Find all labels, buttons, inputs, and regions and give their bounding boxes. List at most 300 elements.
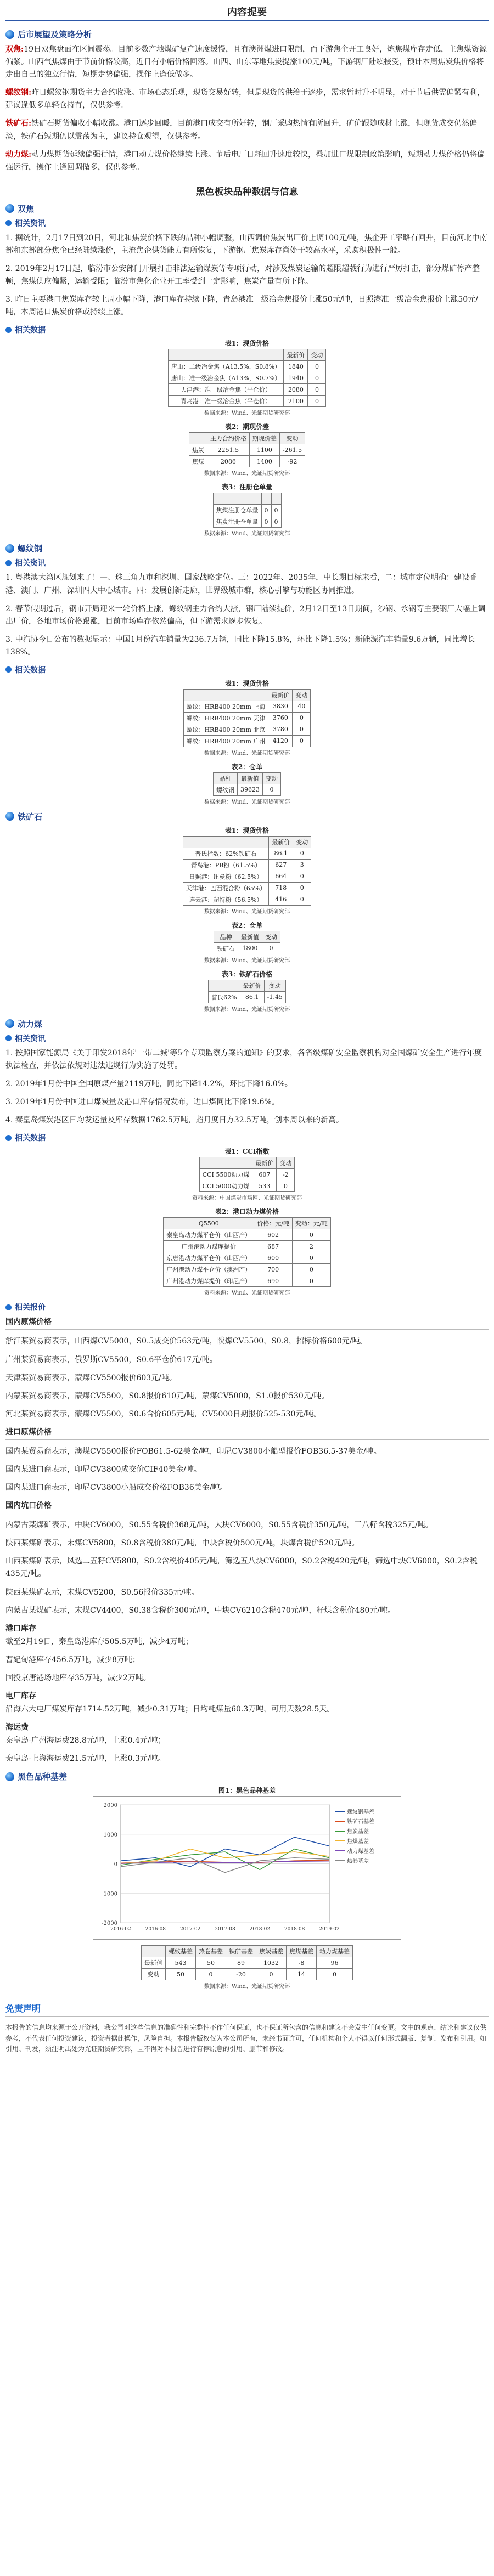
table-cell: 600 (254, 1252, 293, 1264)
table-cell: 0 (308, 361, 326, 372)
table-cell: 39623 (238, 784, 263, 795)
thermal-news-3: 3. 2019年1月份中国进口煤炭量及港口库存情况发布，进口煤同比下降19.6%。 (5, 1098, 279, 1107)
sub-title: 相关报价 (15, 1303, 46, 1313)
rebar-spot-table (183, 689, 311, 747)
table-cell: 0 (271, 505, 281, 516)
table-row (168, 396, 326, 407)
table-header-cell: 变动 (279, 433, 305, 444)
table-cell: 京唐港动力煤平仓价（山西产） (164, 1252, 254, 1264)
domestic-list (5, 1335, 489, 1420)
thermal-port-table (163, 1217, 330, 1287)
table-cell: 螺纹：HRB400 20mm 天津 (183, 712, 268, 724)
coke-news-head (5, 218, 489, 229)
table-cell: -2 (277, 1169, 295, 1180)
table-cell: 3760 (268, 712, 293, 724)
table-cell: 0 (261, 516, 271, 528)
table-row (214, 784, 281, 795)
rebar-table-1 (5, 679, 489, 756)
table-header-row (199, 1157, 295, 1169)
page-title: 内容提要 (227, 7, 267, 18)
table-header-cell (199, 1157, 252, 1169)
table-cell: 50 (196, 1957, 226, 1969)
iron-table-1 (5, 826, 489, 915)
table-header-row (214, 931, 280, 942)
table-source: 数据来源：Wind、光证期货研究部 (204, 799, 290, 805)
table-cell: 0 (293, 712, 311, 724)
y-tick-label: -2000 (102, 1920, 117, 1927)
origin-list (5, 1519, 489, 1617)
table-row (199, 1169, 295, 1180)
table-cell: 1800 (238, 942, 262, 954)
table-cell: 96 (317, 1957, 353, 1969)
y-tick-label: 2000 (103, 1803, 117, 1809)
table-title: 表2：期现价差 (224, 423, 270, 431)
table-cell: 0 (293, 871, 311, 882)
rebar-data-head (5, 664, 489, 675)
list-item: 截至2月19日，秦皇岛港库存505.5万吨，减少4万吨； (5, 1637, 193, 1646)
table-cell: 螺纹：HRB400 20mm 广州 (183, 735, 268, 747)
section-bullet-icon (5, 1772, 14, 1781)
table-title: 表2：仓单 (231, 921, 263, 929)
table-header-cell: 变动 (264, 980, 285, 991)
table-cell: 0 (308, 384, 326, 396)
thermal-title: 动力煤 (18, 1019, 43, 1029)
table-cell: 2 (293, 1241, 331, 1252)
thermal-news-2: 2. 2019年1月份中国全国原煤产量2119万吨，同比下降14.2%，环比下降16.0%。 (5, 1080, 293, 1089)
x-tick-label: 2017-08 (215, 1927, 235, 1933)
basis-chart-block (5, 1786, 489, 1942)
table-source: 资料来源：中国煤炭市场网、光证期货研究部 (192, 1195, 302, 1202)
origin-head: 国内坑口价格 (5, 1501, 52, 1511)
dot-icon (5, 1035, 12, 1041)
rebar-news-head (5, 557, 489, 568)
table-cell: -20 (226, 1969, 256, 1980)
legend-entry: 焦煤基差 (347, 1839, 369, 1845)
rebar-head (5, 543, 489, 554)
table-header-cell: 铁矿基差 (226, 1946, 256, 1957)
y-tick-label: -1000 (102, 1891, 117, 1897)
table-header-cell (183, 689, 268, 701)
table-header-cell: 价格：元/吨 (254, 1218, 293, 1229)
legend-entry: 铁矿石基差 (347, 1819, 374, 1826)
table-header-cell (209, 980, 240, 991)
table-cell: 天津港：巴西混合粉（65%） (183, 882, 268, 894)
section-backdrop-title: 后市展望及策略分析 (18, 30, 92, 39)
table-cell: 0 (277, 1180, 295, 1192)
list-item: 国内某进口商表示，印尼CV3800成交价CIF40美金/吨。 (5, 1465, 201, 1474)
table-cell: CCI 5000动力煤 (199, 1180, 252, 1192)
dot-icon (5, 666, 12, 673)
table-header-row (213, 493, 281, 505)
table-cell: 687 (254, 1241, 293, 1252)
iron-spot-table (183, 836, 311, 906)
summary-key: 螺纹钢: (5, 88, 32, 98)
iron-table-2 (5, 920, 489, 964)
table-cell: 0 (293, 894, 311, 905)
table-row (164, 1229, 330, 1241)
table-row (168, 361, 326, 372)
table-cell: 4120 (268, 735, 293, 747)
import-head: 进口原煤价格 (5, 1427, 52, 1437)
x-tick-label: 2018-08 (284, 1927, 305, 1933)
table-source: 数据来源：Wind、光证期货研究部 (204, 1006, 290, 1013)
section-backdrop-head (5, 29, 489, 40)
table-cell: 602 (254, 1229, 293, 1241)
list-item: 秦皇岛-广州海运费28.8元/吨，上涨0.4元/吨； (5, 1736, 166, 1745)
table-header-cell: 焦煤基差 (287, 1946, 317, 1957)
table-cell: 0 (293, 724, 311, 735)
table-cell: 焦炭注册仓单量 (213, 516, 261, 528)
table-header-cell: 最新值 (238, 772, 263, 784)
table-row (183, 848, 311, 859)
disclaimer-text: 本报告的信息均来源于公开资料，我公司对这些信息的准确性和完整性不作任何保证，也不保证所包含的信息和建议不会发生任何变更。文中的观点、结论和建议仅供参考，不代表任何投资建议，投资者据此操作，风险自担。本报告版权仅为本公司所有，未经书面许可，任何机构和个人不得以任何形式翻版、复制、发布和引用。如引用、刊发，须注明出处为光证期货研究部，且不得对本报告进行有悖原意的引用、删节和修改。 (5, 2024, 487, 2053)
table-header-cell: 焦炭基差 (256, 1946, 287, 1957)
coke-data-head (5, 324, 489, 335)
table-cell: 广州港动力煤库提价（印尼产） (164, 1275, 254, 1287)
table-cell: 700 (254, 1264, 293, 1275)
table-header-row (168, 349, 326, 361)
section-bullet-icon (5, 812, 14, 821)
table-source: 数据来源：Wind、光证期货研究部 (204, 1984, 290, 1990)
x-tick-label: 2016-08 (145, 1927, 166, 1933)
coke-basis-table (189, 432, 305, 467)
table-cell: 0 (293, 1252, 331, 1264)
table-row (199, 1180, 295, 1192)
table-header-cell (271, 493, 281, 505)
summary-coke (5, 43, 489, 81)
table-header-cell: 最新价 (252, 1157, 277, 1169)
table-cell: 3 (293, 859, 311, 871)
table-row (142, 1957, 353, 1969)
table-cell: 50 (166, 1969, 196, 1980)
table-cell: 螺纹：HRB400 20mm 上海 (183, 701, 268, 712)
table-row (164, 1241, 330, 1252)
table-cell: 0 (293, 848, 311, 859)
table-title: 表1：现货价格 (224, 826, 270, 834)
table-header-cell: 主力合约价格 (207, 433, 249, 444)
table-cell: 普氏指数：62%铁矿石 (183, 848, 268, 859)
summary-thermal (5, 149, 489, 174)
thermal-news-1: 1. 按照国家能源局《关于印发2018年'一带二城'等5个专项监察方案的通知》的要求，各省级煤矿安全监察机构对全国煤矿安全生产进行年度执法检查，并依法依规对违法违规行为实施了处罚。 (5, 1048, 482, 1071)
table-title: 表1：现货价格 (224, 340, 270, 348)
table-header-row (183, 836, 311, 848)
iron-index-table (208, 980, 286, 1003)
thermal-cci-table (199, 1157, 295, 1192)
table-cell: 89 (226, 1957, 256, 1969)
table-source: 资料来源：Wind、光证期货研究部 (204, 1290, 290, 1297)
list-item: 国内某贸易商表示，澳煤CV5500报价FOB61.5-62美金/吨，印尼CV3800小船型报价FOB36.5-37美金/吨。 (5, 1447, 381, 1456)
list-item: 陕西某煤矿表示，末煤CV5200，S0.56报价335元/吨。 (5, 1588, 199, 1597)
table-title: 表3：注册仓单量 (221, 483, 273, 492)
table-cell: 0 (308, 372, 326, 384)
coke-table-2 (5, 422, 489, 477)
table-header-cell: 变动：元/吨 (293, 1218, 331, 1229)
table-cell: 天津港：准一级冶金焦（平仓价） (168, 384, 284, 396)
summary-text: 昨日螺纹钢期货主力合约收涨。市场心态乐观，现货交易好转，但是现货的供给于逐步，需求暂时升不明显，对于节后供需偏紧有利，建议逢低多单轻仓持有，仅供参考。 (5, 88, 485, 110)
table-cell: 14 (287, 1969, 317, 1980)
table-source: 数据来源：Wind、光证期货研究部 (204, 750, 290, 756)
table-cell: 0 (262, 942, 280, 954)
table-header-row (209, 980, 286, 991)
table-cell: 铁矿石 (214, 942, 238, 954)
table-header-cell: 热卷基差 (196, 1946, 226, 1957)
table-cell: 螺纹：HRB400 20mm 北京 (183, 724, 268, 735)
table-cell: 3830 (268, 701, 293, 712)
table-cell: 607 (252, 1169, 277, 1180)
table-cell: 664 (269, 871, 293, 882)
list-item: 秦皇岛-上海海运费21.5元/吨，上涨0.3元/吨。 (5, 1754, 166, 1764)
basis-chart (93, 1796, 401, 1940)
table-header-cell (189, 433, 207, 444)
table-title: 表3：铁矿石价格 (221, 970, 273, 978)
table-header-cell: 最新价 (268, 689, 293, 701)
import-list (5, 1445, 489, 1494)
table-source: 数据来源：Wind、光证期货研究部 (204, 531, 290, 538)
table-header-row (214, 772, 281, 784)
legend-entry: 螺纹钢基差 (347, 1809, 374, 1816)
dot-icon (5, 220, 12, 226)
table-cell: 连云港：超特粉（56.5%） (183, 894, 268, 905)
table-cell: 螺纹钢 (214, 784, 238, 795)
table-cell: 0 (293, 735, 311, 747)
list-item: 河北某贸易商表示，蒙煤CV5500，S0.6含价605元/吨，CV5000日期报价525-530元/吨。 (5, 1409, 322, 1419)
table-cell: 最新值 (142, 1957, 166, 1969)
table-header-row (142, 1946, 353, 1957)
coke-table-1 (5, 338, 489, 416)
plant-head: 电厂库存 (5, 1692, 36, 1701)
table-cell: 0 (293, 1275, 331, 1287)
section-bullet-icon (5, 204, 14, 213)
table-cell: 86.1 (240, 991, 264, 1003)
table-header-row (183, 689, 311, 701)
rebar-news-2: 2. 春节假期过后，钢市开局迎来一轮价格上涨，螺纹钢主力合约大涨，钢厂陆续提价，2月12日至13日期间，沙钢、永钢等主要钢厂大幅上调出厂价，各地市场价格跟涨，目前市场库存依然偏高，但下游需求逐步恢复。 (5, 604, 486, 626)
thermal-table-1 (5, 1146, 489, 1201)
plant-list (5, 1703, 489, 1716)
coke-spot-table (168, 349, 327, 407)
coke-news-2: 2. 2019年2月17日起，临汾市公安部门开展打击非法运输煤炭等专项行动，对涉及煤炭运输的超限超载行为进行严厉打击，部分煤矿停产整顿，焦煤供应偏紧，运输受限；临汾市焦化企业开工率受到一定影响，焦炭产量有所下降。 (5, 264, 480, 286)
data-section-title: 黑色板块品种数据与信息 (195, 186, 299, 197)
table-row (183, 701, 311, 712)
summary-key: 铁矿石: (5, 119, 32, 128)
table-cell: -92 (279, 456, 305, 467)
sub-title: 相关数据 (15, 665, 46, 675)
summary-key: 动力煤: (5, 150, 32, 159)
table-header-cell: 品种 (214, 772, 238, 784)
list-item: 广州某贸易商表示，俄罗斯CV5500，S0.6平仓价617元/吨。 (5, 1355, 217, 1364)
rebar-title: 螺纹钢 (18, 544, 43, 554)
port-head: 港口库存 (5, 1624, 36, 1633)
table-cell: 533 (252, 1180, 277, 1192)
table-cell: -1.45 (264, 991, 285, 1003)
list-item: 浙江某贸易商表示，山西煤CV5000，S0.5成交价563元/吨，陕煤CV5500，S0.8，招标价格600元/吨。 (5, 1337, 368, 1346)
table-row (214, 942, 280, 954)
table-cell: 2086 (207, 456, 249, 467)
table-cell: 2251.5 (207, 444, 249, 456)
table-cell: -261.5 (279, 444, 305, 456)
table-cell: 718 (269, 882, 293, 894)
report-page (5, 0, 489, 2054)
thermal-table-2 (5, 1207, 489, 1296)
x-tick-label: 2016-02 (110, 1927, 131, 1933)
table-row (164, 1252, 330, 1264)
table-cell: 0 (293, 882, 311, 894)
table-cell: 0 (308, 396, 326, 407)
list-item: 内蒙古某煤矿表示，末煤CV4400，S0.38含税价300元/吨，中块CV6210含税470元/吨，籽煤含税价480元/吨。 (5, 1606, 395, 1615)
table-cell: 唐山：准一级冶金焦（A13%，S0.7%） (168, 372, 284, 384)
table-cell: 690 (254, 1275, 293, 1287)
table-header-cell: 螺纹基差 (166, 1946, 196, 1957)
summary-text: 动力煤期货延续偏强行情，港口动力煤价格继续上涨。节后电厂日耗回升速度较快，叠加进口煤限制政策影响，短期动力煤价格仍将偏强运行，操作上逢回调做多，仅供参考。 (5, 150, 485, 172)
rebar-news-3: 3. 中汽协今日公布的数据显示：中国1月份汽车销量为236.7万辆，同比下降15.8%，环比下降1.5%；新能源汽车销量9.6万辆，同比增长138%。 (5, 635, 475, 657)
basis-head (5, 1771, 489, 1782)
table-cell: 86.1 (269, 848, 293, 859)
table-header-row (164, 1218, 330, 1229)
table-header-cell: 品种 (214, 931, 238, 942)
y-tick-label: 1000 (103, 1832, 117, 1839)
table-cell: 广州港动力煤平仓价（澳洲产） (164, 1264, 254, 1275)
title-rule (5, 20, 489, 21)
table-header-cell: 变动 (263, 772, 281, 784)
table-cell: CCI 5500动力煤 (199, 1169, 252, 1180)
table-cell: 焦煤 (189, 456, 207, 467)
table-row (209, 991, 286, 1003)
y-tick-label: 0 (114, 1861, 117, 1868)
table-cell: 543 (166, 1957, 196, 1969)
legend-entry: 动力煤基差 (347, 1849, 374, 1855)
table-row (183, 871, 311, 882)
table-header-cell (261, 493, 271, 505)
coke-news-3: 3. 昨日主要港口焦炭库存较上周小幅下降，港口库存持续下降，青岛港准一级冶金焦报价上涨50元/吨，日照港准一级冶金焦报价上涨50元/吨，本周港口焦炭价格或持续上涨。 (5, 295, 478, 317)
chart-title: 图1：黑色品种基差 (218, 1787, 276, 1795)
port-list (5, 1636, 489, 1685)
divider (5, 1439, 489, 1440)
thermal-data-head (5, 1132, 489, 1143)
table-cell: 416 (269, 894, 293, 905)
section-bullet-icon (5, 1019, 14, 1028)
list-item: 天津某贸易商表示，蒙煤CV5500报价603元/吨。 (5, 1373, 177, 1382)
x-tick-label: 2017-02 (179, 1927, 201, 1933)
summary-list (5, 43, 489, 174)
legend-entry: 焦炭基差 (347, 1829, 369, 1835)
dot-icon (5, 1304, 12, 1310)
summary-key: 双焦: (5, 45, 24, 54)
table-row (183, 894, 311, 905)
coke-table-3 (5, 482, 489, 537)
table-cell: 青岛港：准一级冶金焦（平仓价） (168, 396, 284, 407)
domestic-head: 国内原煤价格 (5, 1318, 52, 1327)
table-cell: 2100 (284, 396, 308, 407)
table-header-cell: 变动 (262, 931, 280, 942)
divider (5, 1329, 489, 1330)
table-cell: 广州港动力煤库提价 (164, 1241, 254, 1252)
table-cell: 0 (293, 1264, 331, 1275)
list-item: 沿海六大电厂煤炭库存1714.52万吨，减少0.31万吨；日均耗煤量60.3万吨，可用天数28.5天。 (5, 1705, 335, 1714)
thermal-head (5, 1018, 489, 1030)
table-header-cell: 变动 (293, 836, 311, 848)
table-cell: 变动 (142, 1969, 166, 1980)
summary-rebar (5, 87, 489, 112)
table-title: 表2：港口动力煤价格 (215, 1208, 279, 1216)
table-header-cell: 最新值 (238, 931, 262, 942)
table-cell: 0 (263, 784, 281, 795)
ship-list (5, 1735, 489, 1765)
dot-icon (5, 560, 12, 566)
table-row (183, 724, 311, 735)
table-header-cell: 变动 (293, 689, 311, 701)
table-header-cell: 变动 (308, 349, 326, 361)
table-cell: 日照港：纽曼粉（62.5%） (183, 871, 268, 882)
table-header-cell: 最新价 (240, 980, 264, 991)
table-source: 数据来源：Wind、光证期货研究部 (204, 471, 290, 477)
table-cell: 0 (271, 516, 281, 528)
table-source: 数据来源：Wind、光证期货研究部 (204, 957, 290, 964)
table-header-cell: Q5500 (164, 1218, 254, 1229)
table-source: 数据来源：Wind、光证期货研究部 (204, 908, 290, 915)
list-item: 国内某进口商表示，印尼CV3800小船成交价格FOB36美金/吨。 (5, 1483, 228, 1493)
list-item: 山西某煤矿表示，风选二五籽CV5800，S0.2含税价405元/吨，筛选五八块CV6000，S0.2含税420元/吨，筛选中块CV6000，S0.2含税435元/吨。 (5, 1557, 478, 1579)
table-cell: 唐山：二级冶金焦（A13.5%，S0.8%） (168, 361, 284, 372)
table-cell: 焦炭 (189, 444, 207, 456)
table-cell: 普氏62% (209, 991, 240, 1003)
table-cell: 1032 (256, 1957, 287, 1969)
sub-title: 相关数据 (15, 1134, 46, 1143)
table-row (164, 1264, 330, 1275)
table-row (183, 735, 311, 747)
table-cell: 3780 (268, 724, 293, 735)
table-row (189, 456, 305, 467)
dot-icon (5, 327, 12, 333)
basis-table-block (5, 1945, 489, 1990)
ship-head: 海运费 (5, 1723, 29, 1732)
table-header-cell (168, 349, 284, 361)
sub-title: 相关资讯 (15, 559, 46, 568)
table-row (213, 516, 281, 528)
iron-table-3 (5, 969, 489, 1013)
coke-head (5, 203, 489, 214)
table-source: 数据来源：Wind、光证期货研究部 (204, 410, 290, 417)
table-cell: -8 (287, 1957, 317, 1969)
sub-title: 相关数据 (15, 326, 46, 335)
list-item: 陕西某煤矿表示，末煤CV5800，S0.8含税价380元/吨，中块含税价500元/吨，块煤含税价520元/吨。 (5, 1539, 360, 1548)
table-row (142, 1969, 353, 1980)
table-cell: 0 (196, 1969, 226, 1980)
section-bullet-icon (5, 544, 14, 553)
basis-title: 黑色品种基差 (18, 1772, 68, 1782)
table-cell: 0 (317, 1969, 353, 1980)
table-title: 表2：仓单 (231, 762, 263, 771)
rebar-warrant-table (213, 772, 281, 796)
coke-warrant-table (213, 493, 282, 528)
list-item: 国投京唐港场地库存35万吨，减少2万吨。 (5, 1673, 151, 1682)
sub-title: 相关资讯 (15, 219, 46, 228)
table-header-cell: 最新价 (269, 836, 293, 848)
table-cell: 1100 (249, 444, 279, 456)
table-cell: 627 (269, 859, 293, 871)
coke-news-1: 1. 据统计，2月17日到20日，河北和焦炭价格下跌的品种小幅调整，山西调价焦炭出厂价上调100元/吨，焦企开工率略有回升，目前河北中南部和东部部分焦企已经陆续涨价，主流焦企供货能力有所恢复，下游钢厂焦炭库存尚处于较高水平，采购积极性一般。 (5, 233, 487, 255)
table-cell: 秦皇岛动力煤平仓价（山西产） (164, 1229, 254, 1241)
summary-text: 19日双焦盘面在区间震荡。目前多数产地煤矿复产速度缓慢，且有澳洲煤进口限制，而下游焦企开工良好，炼焦煤库存走低，主焦煤资源偏紧。山西气焦煤由于节前价格较高，近日有小幅价格回落。山西、山东等地焦炭提涨100元/吨，下游钢厂陆续接受，预计本周焦炭焦价格将走出自己的独立行情，短期走势偏强，操作上逢低做多。 (5, 45, 487, 80)
thermal-news-head (5, 1033, 489, 1044)
table-row (183, 882, 311, 894)
iron-warrant-table (214, 931, 280, 954)
summary-iron (5, 117, 489, 143)
iron-title: 铁矿石 (18, 811, 43, 822)
basis-table (141, 1945, 353, 1980)
legend-entry: 热卷基差 (347, 1858, 369, 1865)
list-item: 内蒙某贸易商表示，蒙煤CV5500，S0.8报价610元/吨，蒙煤CV5000，S1.0报价530元/吨。 (5, 1391, 329, 1400)
section-bullet-icon (5, 30, 14, 39)
coke-title: 双焦 (18, 204, 35, 214)
